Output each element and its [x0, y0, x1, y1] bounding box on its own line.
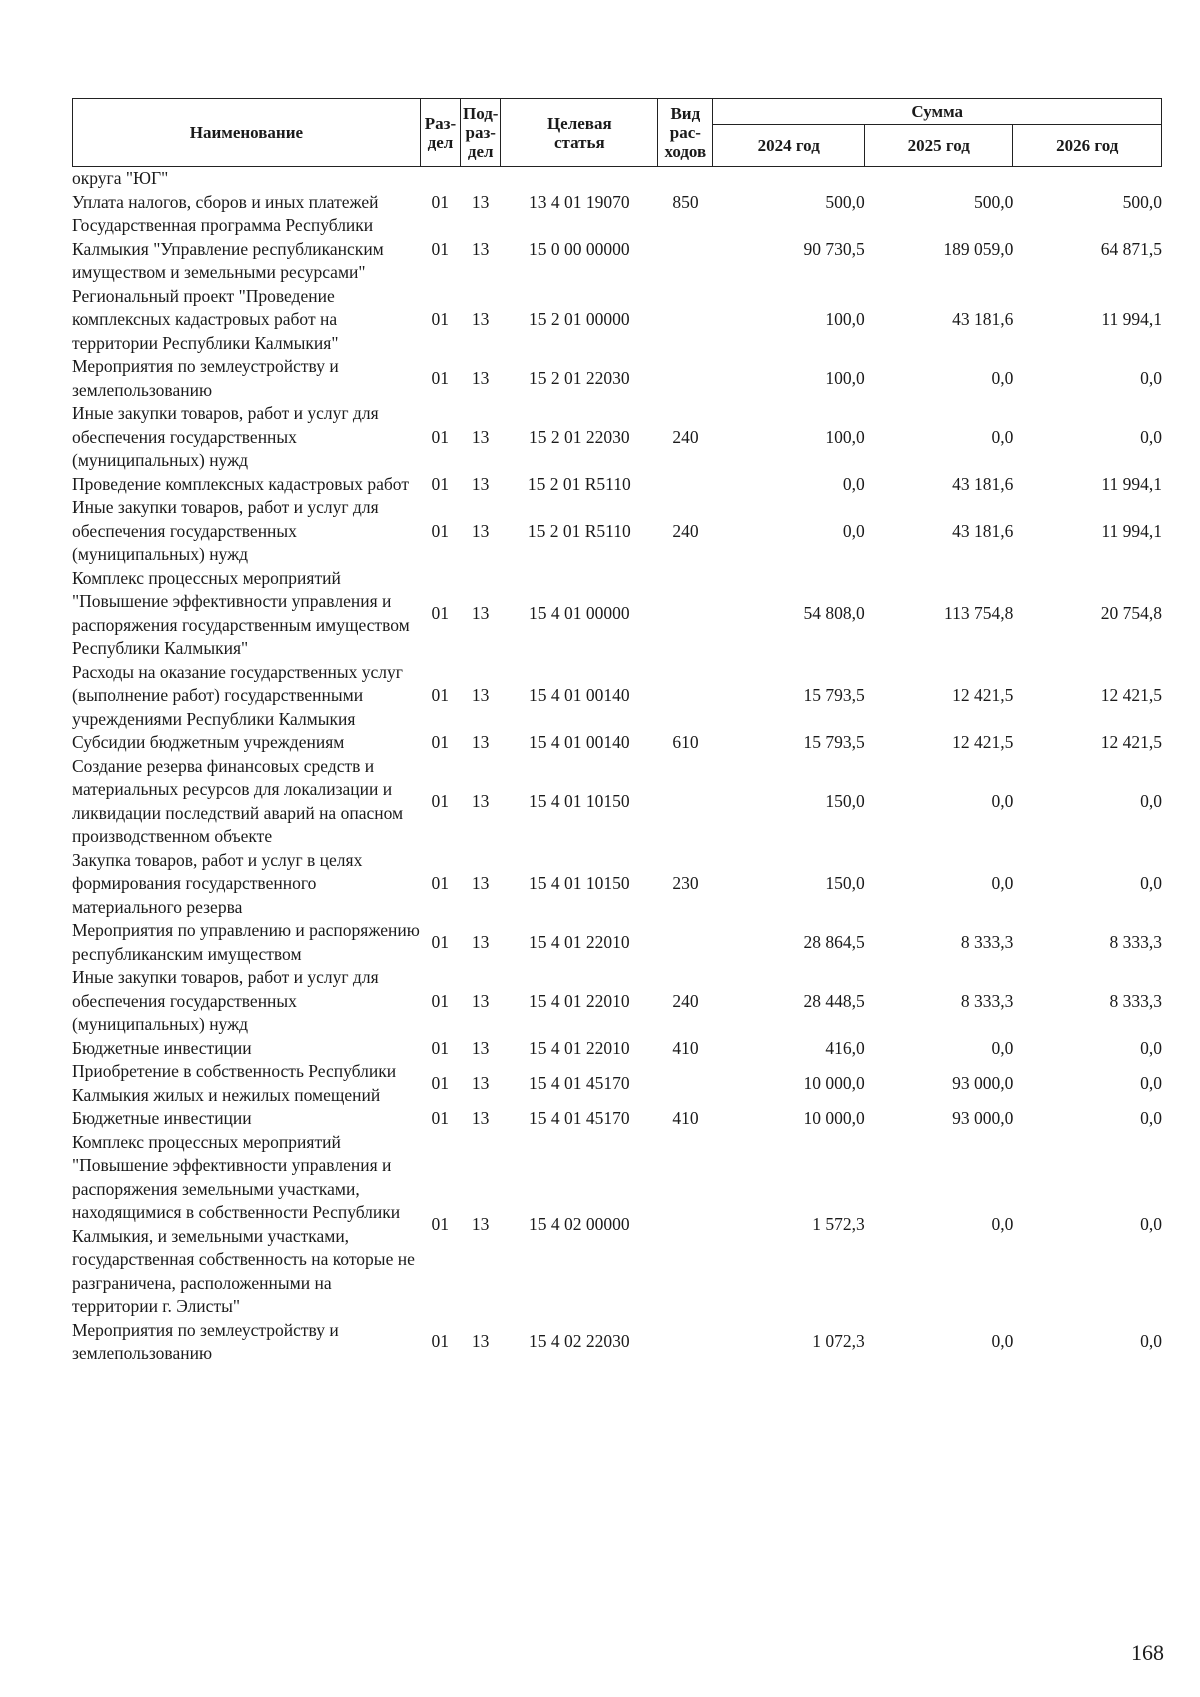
- row-name: Иные закупки товаров, работ и услуг для обеспечения государственных (муниципальных) нужд: [72, 497, 379, 564]
- row-celevaya: 15 4 01 22010: [528, 931, 630, 952]
- row-celevaya: 15 4 02 22030: [528, 1331, 630, 1352]
- row-amount-2026: 11 994,1: [1101, 309, 1162, 329]
- table-row: [72, 567, 1162, 661]
- row-razdel: 01: [431, 1037, 450, 1058]
- row-name: Создание резерва финансовых средств и материальных ресурсов для локализации и ликвидации последствий аварий на опасном производственном объекте: [72, 755, 404, 846]
- row-name: Мероприятия по землеустройству и землепользованию: [72, 1319, 339, 1363]
- row-vid: [658, 661, 713, 732]
- row-amount-2026: 12 421,5: [1100, 732, 1162, 752]
- header-name: Наименование: [73, 99, 421, 167]
- row-vid: 850: [672, 191, 699, 212]
- row-amount-2024: 100,0: [825, 309, 865, 329]
- row-celevaya: 15 4 01 22010: [528, 1037, 630, 1058]
- row-celevaya: 13 4 01 19070: [528, 191, 630, 212]
- table-row: [72, 755, 1162, 849]
- row-razdel: 01: [431, 685, 450, 705]
- table-row: [72, 1060, 1162, 1107]
- table-row: [72, 285, 1162, 356]
- table-row: [72, 661, 1162, 732]
- row-amount-2024: 54 808,0: [803, 602, 865, 623]
- row-name: Иные закупки товаров, работ и услуг для обеспечения государственных (муниципальных) нужд: [72, 403, 379, 470]
- budget-table-sheet: [72, 98, 1162, 1366]
- row-celevaya: 15 2 01 R5110: [527, 473, 631, 494]
- row-amount-2025: 8 333,3: [960, 931, 1014, 952]
- row-amount-2024: 500,0: [825, 191, 865, 212]
- row-amount-2024: 100,0: [825, 426, 865, 447]
- table-row: [72, 355, 1162, 402]
- row-podrazdel: 13: [471, 473, 490, 494]
- row-podrazdel: 13: [471, 931, 490, 952]
- row-podrazdel: 13: [471, 367, 490, 388]
- row-amount-2026: 64 871,5: [1100, 238, 1162, 259]
- row-name: Расходы на оказание государственных услуг (выполнение работ) государственными учреждениями Республики Калмыкия: [72, 661, 403, 729]
- row-celevaya: [501, 167, 658, 191]
- row-podrazdel: 13: [471, 238, 490, 259]
- row-amount-2024: 0,0: [842, 473, 865, 494]
- row-podrazdel: 13: [471, 732, 490, 752]
- row-vid: 240: [672, 990, 699, 1011]
- row-razdel: 01: [431, 790, 450, 811]
- row-amount-2026: 8 333,3: [1109, 931, 1162, 952]
- row-amount-2025: 93 000,0: [952, 1108, 1014, 1128]
- row-razdel: 01: [431, 238, 450, 259]
- row-vid: 410: [672, 1108, 699, 1128]
- table-header: [72, 98, 1162, 167]
- row-vid: [658, 755, 713, 849]
- header-podrazdel: Под- раз- дел: [461, 99, 501, 167]
- row-amount-2026: 12 421,5: [1100, 685, 1162, 705]
- row-celevaya: 15 2 01 22030: [528, 367, 630, 388]
- row-amount-2024: 0,0: [842, 520, 865, 541]
- row-amount-2024: 100,0: [825, 367, 865, 388]
- row-amount-2026: 0,0: [1140, 1213, 1162, 1234]
- row-podrazdel: 13: [471, 1331, 490, 1352]
- row-amount-2025: [865, 167, 1014, 191]
- row-razdel: 01: [431, 520, 450, 541]
- row-amount-2025: 0,0: [991, 1213, 1014, 1234]
- row-razdel: 01: [431, 1213, 450, 1234]
- row-amount-2024: 1 572,3: [812, 1213, 865, 1234]
- row-vid: [658, 214, 713, 285]
- row-amount-2025: 43 181,6: [952, 473, 1014, 494]
- row-vid: [658, 919, 713, 966]
- row-amount-2024: 15 793,5: [803, 732, 865, 752]
- row-amount-2024: 15 793,5: [803, 685, 865, 705]
- row-name: округа "ЮГ": [72, 168, 169, 188]
- row-amount-2026: 0,0: [1140, 426, 1162, 447]
- row-podrazdel: 13: [471, 685, 490, 705]
- row-name: Иные закупки товаров, работ и услуг для обеспечения государственных (муниципальных) нужд: [72, 967, 379, 1034]
- row-name: Мероприятия по землеустройству и землепользованию: [72, 356, 339, 400]
- row-amount-2026: [1013, 167, 1162, 191]
- row-podrazdel: 13: [471, 790, 490, 811]
- row-name: Субсидии бюджетным учреждениям: [72, 732, 345, 752]
- row-celevaya: 15 2 01 00000: [528, 309, 630, 329]
- row-amount-2026: 500,0: [1122, 191, 1162, 212]
- row-razdel: 01: [431, 732, 450, 752]
- row-amount-2025: 12 421,5: [952, 732, 1014, 752]
- table-body: [72, 167, 1162, 1366]
- row-celevaya: 15 4 01 10150: [528, 873, 630, 893]
- row-amount-2025: 113 754,8: [944, 602, 1014, 623]
- row-razdel: 01: [431, 309, 450, 329]
- row-name: Комплекс процессных мероприятий "Повышение эффективности управления и распоряжения земельными участками, находящимися в собственности Республики Калмыкия, и земельными участками, государственная собственность на которые не разграничена, расположенными на территории г. Элисты": [72, 1131, 415, 1316]
- row-vid: [658, 167, 713, 191]
- row-podrazdel: 13: [471, 1108, 490, 1128]
- row-razdel: 01: [431, 873, 450, 893]
- header-vid: Вид рас- ходов: [658, 99, 713, 167]
- row-amount-2025: 500,0: [974, 191, 1014, 212]
- row-podrazdel: 13: [471, 426, 490, 447]
- row-amount-2025: 189 059,0: [943, 238, 1014, 259]
- table-row: [72, 1319, 1162, 1366]
- row-celevaya: 15 4 01 00140: [528, 685, 630, 705]
- row-amount-2026: 0,0: [1140, 790, 1162, 811]
- table-row: [72, 191, 1162, 215]
- row-celevaya: 15 4 01 00000: [528, 602, 630, 623]
- header-summa: Сумма: [713, 99, 1162, 125]
- row-amount-2024: 10 000,0: [803, 1108, 865, 1128]
- row-amount-2026: 0,0: [1140, 367, 1162, 388]
- header-year-2024: 2024 год: [713, 125, 865, 167]
- row-razdel: 01: [431, 602, 450, 623]
- row-podrazdel: 13: [471, 1037, 490, 1058]
- row-podrazdel: 13: [471, 520, 490, 541]
- row-celevaya: 15 4 01 22010: [528, 990, 630, 1011]
- row-amount-2026: 11 994,1: [1101, 520, 1162, 541]
- row-celevaya: 15 0 00 00000: [528, 238, 630, 259]
- table-row: [72, 1037, 1162, 1061]
- row-celevaya: 15 4 01 00140: [528, 732, 630, 752]
- table-row: [72, 402, 1162, 473]
- row-razdel: 01: [431, 367, 450, 388]
- row-name: Региональный проект "Проведение комплексных кадастровых работ на территории Республики Калмыкия": [72, 285, 339, 353]
- row-podrazdel: 13: [471, 990, 490, 1011]
- row-amount-2025: 0,0: [991, 790, 1014, 811]
- row-podrazdel: 13: [471, 873, 490, 893]
- row-vid: [658, 1131, 713, 1319]
- row-vid: [658, 1319, 713, 1366]
- row-amount-2024: 28 448,5: [803, 990, 865, 1011]
- table-row: [72, 473, 1162, 497]
- row-name: Проведение комплексных кадастровых работ: [72, 473, 409, 494]
- row-celevaya: 15 2 01 R5110: [527, 520, 631, 541]
- row-amount-2025: 43 181,6: [952, 309, 1014, 329]
- row-razdel: [420, 167, 460, 191]
- row-amount-2025: 0,0: [991, 426, 1014, 447]
- row-amount-2024: [713, 167, 865, 191]
- row-vid: [658, 1060, 713, 1107]
- row-amount-2026: 20 754,8: [1100, 602, 1162, 623]
- row-celevaya: 15 4 01 45170: [528, 1108, 630, 1128]
- header-year-2026: 2026 год: [1013, 125, 1162, 167]
- table-row: [72, 496, 1162, 567]
- row-amount-2024: 28 864,5: [803, 931, 865, 952]
- row-vid: 610: [672, 732, 699, 752]
- row-name: Комплекс процессных мероприятий "Повышение эффективности управления и распоряжения государственным имуществом Республики Калмыкия": [72, 567, 410, 658]
- page-number: 168: [1131, 1640, 1164, 1665]
- row-amount-2026: 8 333,3: [1109, 990, 1162, 1011]
- row-podrazdel: 13: [471, 309, 490, 329]
- row-podrazdel: [460, 167, 500, 191]
- row-razdel: 01: [431, 426, 450, 447]
- row-celevaya: 15 4 01 10150: [528, 790, 630, 811]
- row-razdel: 01: [431, 191, 450, 212]
- row-amount-2024: 10 000,0: [803, 1072, 865, 1093]
- row-vid: [658, 355, 713, 402]
- row-amount-2026: 0,0: [1140, 1037, 1162, 1058]
- table-row: [72, 214, 1162, 285]
- row-amount-2025: 0,0: [991, 873, 1014, 893]
- row-vid: 240: [672, 520, 699, 541]
- table-row: [72, 167, 1162, 191]
- row-razdel: 01: [431, 931, 450, 952]
- row-vid: [658, 285, 713, 356]
- row-name: Государственная программа Республики Калмыкия "Управление республиканским имуществом и земельными ресурсами": [72, 215, 384, 282]
- row-amount-2026: 0,0: [1140, 873, 1162, 893]
- row-podrazdel: 13: [471, 602, 490, 623]
- row-amount-2025: 0,0: [991, 1037, 1014, 1058]
- row-amount-2024: 150,0: [825, 873, 865, 893]
- header-celevaya: Целевая статья: [501, 99, 658, 167]
- table-row: [72, 966, 1162, 1037]
- row-razdel: 01: [431, 1072, 450, 1093]
- row-podrazdel: 13: [471, 1072, 490, 1093]
- table-row: [72, 849, 1162, 920]
- row-celevaya: 15 2 01 22030: [528, 426, 630, 447]
- row-amount-2025: 12 421,5: [952, 685, 1014, 705]
- table-row: [72, 731, 1162, 755]
- row-amount-2026: 0,0: [1140, 1108, 1162, 1128]
- row-name: Приобретение в собственность Республики Калмыкия жилых и нежилых помещений: [72, 1061, 397, 1105]
- row-amount-2025: 8 333,3: [960, 990, 1014, 1011]
- row-amount-2025: 43 181,6: [952, 520, 1014, 541]
- row-amount-2025: 0,0: [991, 367, 1014, 388]
- row-vid: 230: [672, 873, 699, 893]
- row-vid: [658, 473, 713, 497]
- row-vid: [658, 567, 713, 661]
- row-razdel: 01: [431, 1108, 450, 1128]
- row-podrazdel: 13: [471, 191, 490, 212]
- row-razdel: 01: [431, 990, 450, 1011]
- row-razdel: 01: [431, 1331, 450, 1352]
- table-row: [72, 919, 1162, 966]
- row-razdel: 01: [431, 473, 450, 494]
- row-celevaya: 15 4 01 45170: [528, 1072, 630, 1093]
- row-name: Бюджетные инвестиции: [72, 1037, 252, 1058]
- row-amount-2025: 93 000,0: [952, 1072, 1014, 1093]
- header-razdel: Раз- дел: [420, 99, 460, 167]
- row-amount-2024: 150,0: [825, 790, 865, 811]
- table-row: [72, 1107, 1162, 1131]
- row-amount-2024: 416,0: [825, 1037, 865, 1058]
- row-name: Мероприятия по управлению и распоряжению республиканским имуществом: [72, 920, 420, 964]
- row-amount-2026: 0,0: [1140, 1331, 1162, 1352]
- row-vid: 240: [672, 426, 699, 447]
- row-amount-2024: 90 730,5: [803, 238, 865, 259]
- row-name: Бюджетные инвестиции: [72, 1108, 252, 1128]
- table-row: [72, 1131, 1162, 1319]
- header-year-2025: 2025 год: [865, 125, 1013, 167]
- row-podrazdel: 13: [471, 1213, 490, 1234]
- row-celevaya: 15 4 02 00000: [528, 1213, 630, 1234]
- row-amount-2026: 11 994,1: [1101, 473, 1162, 494]
- row-amount-2024: 1 072,3: [812, 1331, 865, 1352]
- row-amount-2025: 0,0: [991, 1331, 1014, 1352]
- row-vid: 410: [672, 1037, 699, 1058]
- row-name: Закупка товаров, работ и услуг в целях формирования государственного материального резерва: [72, 849, 363, 917]
- row-amount-2026: 0,0: [1140, 1072, 1162, 1093]
- row-name: Уплата налогов, сборов и иных платежей: [72, 191, 379, 212]
